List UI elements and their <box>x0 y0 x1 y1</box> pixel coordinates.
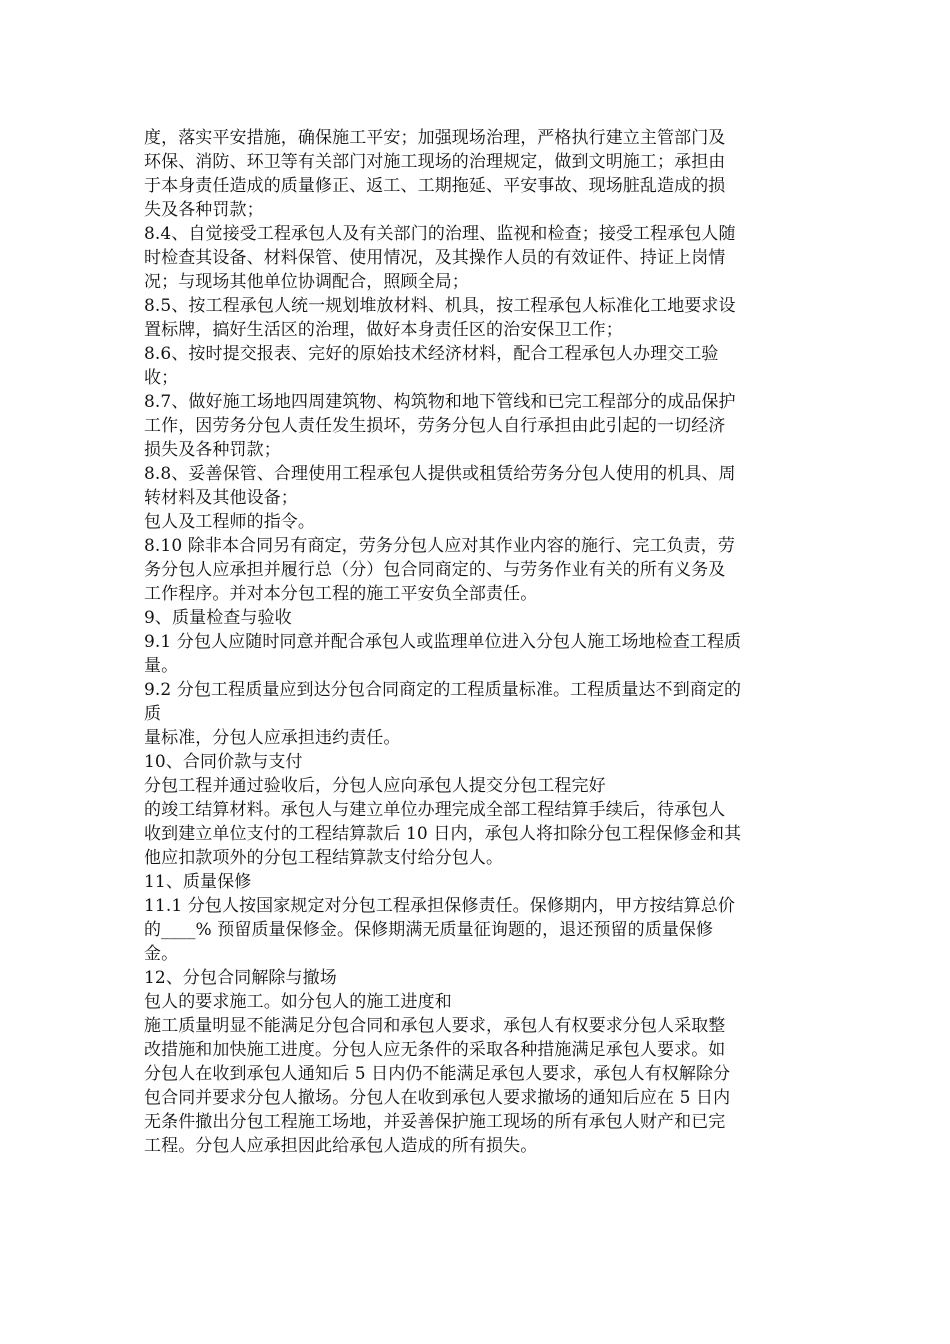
text-line: 分包工程并通过验收后，分包人应向承包人提交分包工程完好 <box>144 776 606 796</box>
text-line: 包人及工程师的指令。 <box>144 512 315 532</box>
text-line: 工程。分包人应承担因此给承包人造成的所有损失。 <box>144 1136 538 1156</box>
text-line: 9.1 分包人应随时同意并配合承包人或监理单位进入分包人施工场地检查工程质 <box>144 632 742 652</box>
text-line: 于本身责任造成的质量修正、返工、工期拖延、平安事故、现场脏乱造成的损 <box>144 176 726 196</box>
text-line: 8.5、按工程承包人统一规划堆放材料、机具，按工程承包人标准化工地要求设 <box>144 296 736 316</box>
text-line: 9.2 分包工程质量应到达分包合同商定的工程质量标准。工程质量达不到商定的 <box>144 680 742 700</box>
text-line: 量。 <box>144 656 179 676</box>
text-line: 转材料及其他设备； <box>144 488 298 508</box>
text-line: 的竣工结算材料。承包人与建立单位办理完成全部工程结算手续后，待承包人 <box>144 800 726 820</box>
text-line: 务分包人应承担并履行总（分）包合同商定的、与劳务作业有关的所有义务及 <box>144 560 726 580</box>
text-line: 8.6、按时提交报表、完好的原始技术经济材料，配合工程承包人办理交工验 <box>144 344 719 364</box>
text-line: 失及各种罚款； <box>144 200 264 220</box>
text-line: 分包人在收到承包人通知后 5 日内仍不能满足承包人要求，承包人有权解除分 <box>144 1064 731 1084</box>
text-line: 损失及各种罚款； <box>144 440 281 460</box>
text-line: 包合同并要求分包人撤场。分包人在收到承包人要求撤场的通知后应在 5 日内 <box>144 1088 731 1108</box>
text-line: 9、质量检查与验收 <box>144 608 292 628</box>
text-line: 8.4、自觉接受工程承包人及有关部门的治理、监视和检查；接受工程承包人随 <box>144 224 736 244</box>
text-line: 收； <box>144 368 179 388</box>
text-line: 他应扣款项外的分包工程结算款支付给分包人。 <box>144 848 504 868</box>
text-line: 8.7、做好施工场地四周建筑物、构筑物和地下管线和已完工程部分的成品保护 <box>144 392 736 412</box>
text-line: 无条件撤出分包工程施工场地，并妥善保护施工现场的所有承包人财产和已完 <box>144 1112 726 1132</box>
text-line: 11、质量保修 <box>144 872 252 892</box>
text-line: 时检查其设备、材料保管、使用情况，及其操作人员的有效证件、持证上岗情 <box>144 248 726 268</box>
document-body <box>144 126 808 1158</box>
text-line: 收到建立单位支付的工程结算款后 10 日内，承包人将扣除分包工程保修金和其 <box>144 824 742 844</box>
text-line: 置标牌，搞好生活区的治理，做好本身责任区的治安保卫工作； <box>144 320 623 340</box>
text-line: 包人的要求施工。如分包人的施工进度和 <box>144 992 452 1012</box>
text-line: 量标准，分包人应承担违约责任。 <box>144 728 401 748</box>
text-line: 改措施和加快施工进度。分包人应无条件的采取各种措施满足承包人要求。如 <box>144 1040 726 1060</box>
text-line: 的____% 预留质量保修金。保修期满无质量征询题的，退还预留的质量保修 <box>144 920 714 940</box>
text-line: 金。 <box>144 944 179 964</box>
text-line: 12、分包合同解除与撤场 <box>144 968 337 988</box>
text-line: 况；与现场其他单位协调配合，照顾全局； <box>144 272 469 292</box>
text-line: 施工质量明显不能满足分包合同和承包人要求，承包人有权要求分包人采取整 <box>144 1016 726 1036</box>
text-line: 环保、消防、环卫等有关部门对施工现场的治理规定，做到文明施工；承担由 <box>144 152 726 172</box>
text-line: 8.10 除非本合同另有商定，劳务分包人应对其作业内容的施行、完工负责，劳 <box>144 536 735 556</box>
text-line: 8.8、妥善保管、合理使用工程承包人提供或租赁给劳务分包人使用的机具、周 <box>144 464 736 484</box>
text-line: 10、合同价款与支付 <box>144 752 303 772</box>
text-line: 工作程序。并对本分包工程的施工平安负全部责任。 <box>144 584 538 604</box>
text-line: 工作，因劳务分包人责任发生损坏，劳务分包人自行承担由此引起的一切经济 <box>144 416 726 436</box>
text-line: 度，落实平安措施，确保施工平安；加强现场治理，严格执行建立主管部门及 <box>144 128 726 148</box>
text-line: 质 <box>144 704 162 724</box>
text-line: 11.1 分包人按国家规定对分包工程承担保修责任。保修期内，甲方按结算总价 <box>144 896 735 916</box>
